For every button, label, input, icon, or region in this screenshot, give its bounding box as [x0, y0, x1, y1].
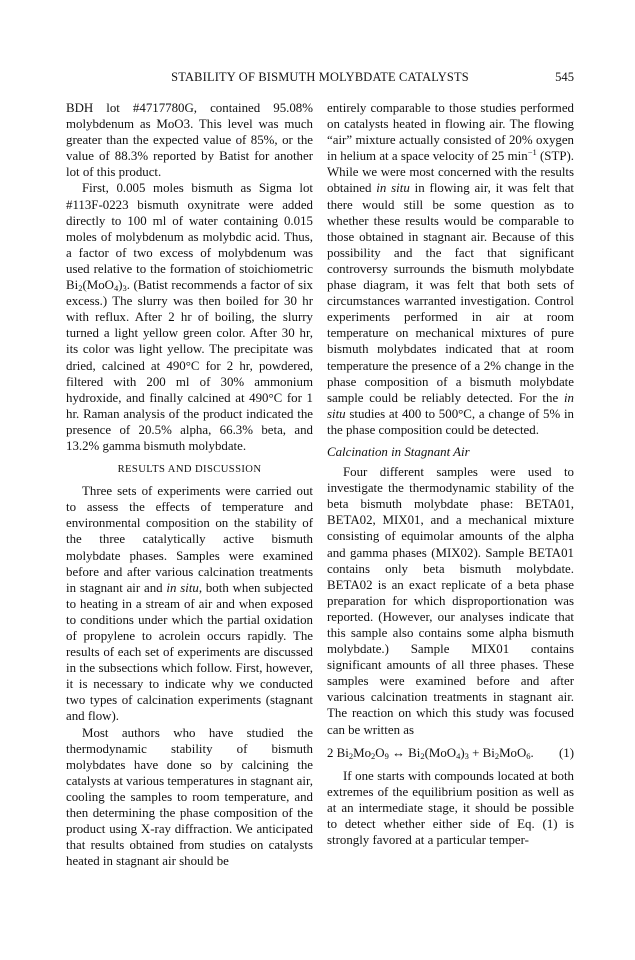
- paragraph-reagent-purity: BDH lot #4717780G, contained 95.08% molybdenum as MoO3. This level was much greater than the expected value of 85%, or the value of 88.3% reported by Batist for another lot of this product.: [66, 101, 313, 180]
- section-heading: RESULTS AND DISCUSSION: [117, 464, 262, 476]
- equation-1: 2 $Bi_2Mo_2O_9$ ↔ $Bi_2(MoO_4)_3 + Bi_2MoO_6$. (1): [327, 745, 574, 761]
- equation-number: (1): [558, 745, 574, 760]
- paragraph-equilibrium: If one starts with compounds located at both extremes of the equilibrium position as well as at an intermediate stage, it should be possible to detect whether either side of Eq. (1) is strongly favored at a particular temper-: [327, 768, 574, 848]
- paragraph-synthesis: First, 0.005 moles bismuth as Sigma lot #113F-0223 bismuth oxynitrate were added directly to 100 ml of water containing 0.015 moles of molybdenum as molybdic acid. Thus, a factor of two excess of molybdenum was used relative to the formation of stoichiometric $Bi_2(MoO_4)_3$. (Batist recommends a factor of six excess.) The slurry was then boiled for 30 hr with reflux. After 2 hr of boiling, the slurry turned a light yellow green color. After 30 hr, its color was light yellow. The precipitate was dried, calcined at 490°C for 2 hr, powdered, filtered with 200 ml of 30% ammonium hydroxide, and finally calcined at 490°C for 1 hr. Raman analysis of the product indicated the presence of 20.5% alpha, 66.3% beta, and 13.2% gamma bismuth molybdate.: [66, 181, 313, 453]
- left-column: [66, 100, 313, 869]
- running-header: [66, 70, 574, 86]
- paragraph-prior-methods: Most authors who have studied the thermodynamic stability of bismuth molybdates have done so by calcining the catalysts at various temperatures in stagnant air, cooling the samples to room temperature, and then determining the phase composition of the product using X-ray diffraction. We anticipated that results obtained from studies on catalysts heated in stagnant air should be: [66, 725, 313, 869]
- right-column: [327, 100, 574, 848]
- subsection-heading: Calcination in Stagnant Air: [327, 444, 470, 459]
- paragraph-experiments-overview: Three sets of experiments were carried out to assess the effects of temperature and environmental composition on the stability of the three catalytically active bismuth molybdate phases. Samples were examined before and after various calcination treatments in stagnant air and in situ, both when subjected to heating in a stream of air and when exposed to conditions under which the partial oxidation of propylene to acrolein occurs rapidly. The results of each set of experiments are discussed in the subsections which follow. First, however, it is necessary to indicate why we conducted two types of calcination experiments (stagnant and flow).: [66, 484, 313, 724]
- paragraph-flow-vs-stagnant: entirely comparable to those studies performed on catalysts heated in flowing air. The flowing “air” mixture actually consisted of 20% oxygen in helium at a space velocity of 25 $\min^{-1} (STP)$. While we were most concerned with the results obtained in situ in flowing air, it was felt that there would still be some question as to whether these results would be comparable to those obtained in stagnant air. Because of this possibility and the fact that significant controversy surrounds the bismuth molybdate phase diagram, it was felt that both sets of circumstances warranted investigation. Control experiments performed in air at room temperature on mechanical mixtures of pure bismuth molybdates indicated that at room temperature the presence of a 2% change in the phase composition of a bismuth molybdate sample could be reliably detected. For the in situ studies at 400 to 500°C, a change of 5% in the phase composition could be detected.: [327, 101, 575, 437]
- paragraph-samples: Four different samples were used to investigate the thermodynamic stability of the beta bismuth molybdate phase: BETA01, BETA02, MIX01, and a mechanical mixture consisting of equimolar amounts of the alpha and gamma phases (MIX02). Sample BETA01 contains only beta bismuth molybdate. BETA02 is an exact replicate of a beta phase preparation for which disproportionation was reported. (However, our analyses indicate that this sample also contains some alpha bismuth molybdate.) Sample MIX01 contains significant amounts of all three phases. These samples were examined before and after various calcination treatments in stagnant air. The reaction on which this study was focused can be written as: [327, 465, 574, 737]
- running-title: STABILITY OF BISMUTH MOLYBDATE CATALYSTS: [171, 70, 469, 84]
- page-number: 545: [555, 70, 574, 84]
